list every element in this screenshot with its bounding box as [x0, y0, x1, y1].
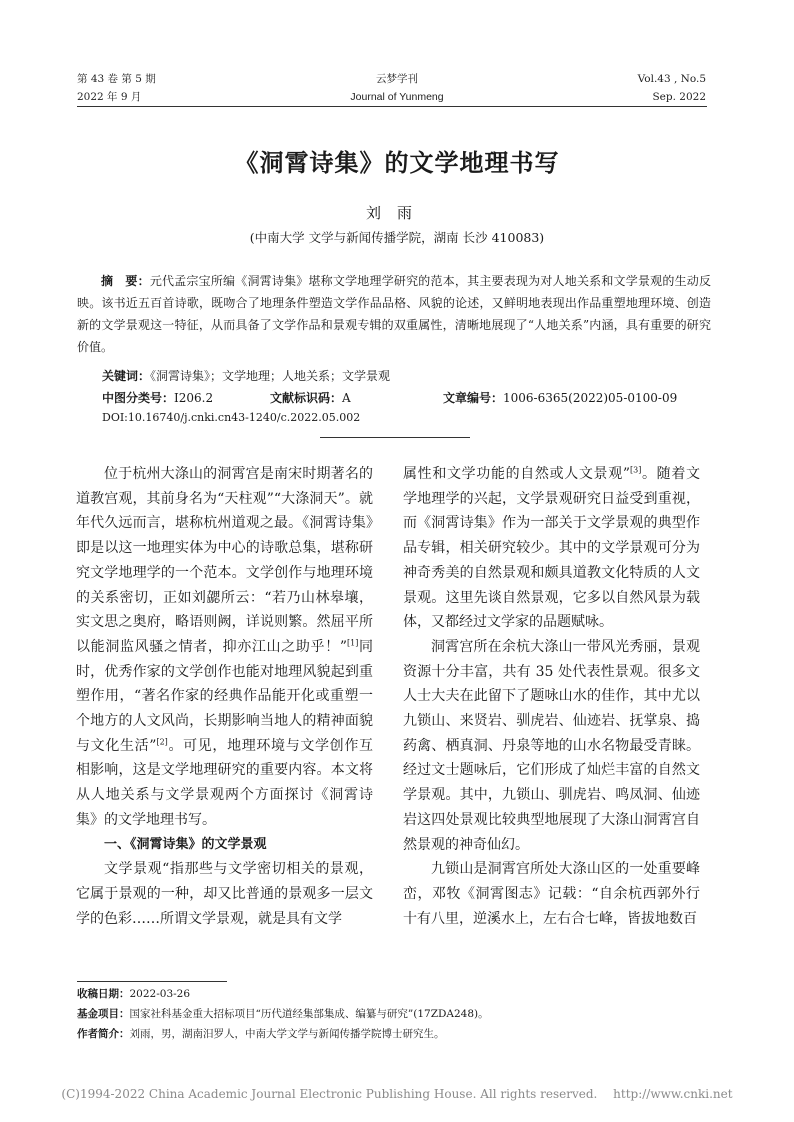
body-paragraph [76, 462, 373, 833]
body-paragraph: 洞霄宫所在余杭大涤山一带风光秀丽，景观资源十分丰富，共有 35 处代表性景观。很多文人士大夫在此留下了题咏山水的佳作，其中尤以九锁山、来贤岩、驯虎岩、仙迹岩、抚掌泉、捣药禽、栖真洞、丹泉等地的山水名物最受青睐。经过文士题咏后，它们形成了灿烂丰富的自然文学景观。其中，九锁山、驯虎岩、鸣凤洞、仙迹岩这四处景观比较典型地展现了大涤山洞霄宫自然景观的神奇仙幻。 [403, 638, 700, 853]
footnote-fund [77, 1004, 717, 1024]
document-code [270, 389, 351, 406]
date-cn: 2022 年 9 月 [77, 91, 142, 103]
received-label: 收稿日期： [77, 988, 130, 1000]
body-text: 。可见，地理环境与文学创作互相影响，这是文学地理研究的重要内容。本文将从人地关系与文学景观两个方面探讨《洞霄诗集》的文学地理书写。 [76, 737, 373, 828]
keywords [102, 367, 390, 384]
date-en: Sep. 2022 [652, 91, 706, 103]
author-bio-label: 作者简介： [77, 1028, 130, 1040]
clc-number [102, 389, 213, 406]
citation-ref: [2] [156, 737, 168, 747]
volume-issue-en: Vol.43 , No.5 [637, 73, 706, 85]
body-paragraph: 九锁山是洞霄宫所处大涤山区的一处重要峰峦，邓牧《洞霄图志》记载：“自余杭西郭外行十有八里，逆溪水上，左右合七峰，皆拔地数百 [403, 861, 700, 927]
footnote-received [77, 984, 717, 1004]
running-header-right [638, 70, 706, 106]
abstract [77, 270, 711, 358]
header-divider [77, 106, 707, 107]
author-name: 刘雨 [365, 204, 428, 222]
journal-name-en: Journal of Yunmeng [350, 91, 444, 103]
body-paragraph [403, 462, 700, 635]
body-text: 。随着文学地理学的兴起，文学景观研究日益受到重视，而《洞霄诗集》作为一部关于文学景观的典型作品专辑，相关研究较少。其中的文学景观可分为神奇秀美的自然景观和颇具道教文化特质的人文景观。这里先谈自然景观，它多以自然风景为载体，又都经过文学家的品题赋咏。 [403, 466, 700, 631]
article-title: 《洞霄诗集》的文学地理书写 [234, 149, 560, 177]
copyright-notice: (C)1994-2022 China Academic Journal Electronic Publishing House. All rights reserved. http://www.cnki.net [61, 1087, 733, 1101]
clc-label: 中图分类号： [102, 391, 175, 405]
footnote-divider [77, 981, 227, 982]
footnote-author [77, 1024, 717, 1044]
body-column-left [76, 462, 373, 931]
author-affiliation: (中南大学 文学与新闻传播学院，湖南 长沙 410083) [249, 230, 545, 245]
citation-ref: [3] [630, 465, 642, 475]
article-number-label: 文章编号： [443, 391, 504, 405]
author-bio-value: 刘雨，男，湖南汨罗人，中南大学文学与新闻传播学院博士研究生。 [129, 1028, 445, 1040]
article-number-value: 1006-6365(2022)05-0100-09 [503, 391, 678, 405]
abstract-label: 摘 要： [101, 274, 150, 288]
received-value: 2022-03-26 [129, 988, 191, 1000]
body-column-right [403, 462, 700, 931]
journal-name-cn: 云梦学刊 [376, 73, 418, 85]
keywords-text: 《洞霄诗集》；文学地理；人地关系；文学景观 [150, 369, 391, 383]
section-heading: 一、《洞霄诗集》的文学景观 [104, 836, 267, 852]
body-text: 位于杭州大涤山的洞霄宫是南宋时期著名的道教宫观，其前身名为“天柱观”“大涤洞天”。就年代久远而言，堪称杭州道观之最。《洞霄诗集》即是以这一地理实体为中心的诗歌总集，堪称研究文学地理学的一个范本。文学创作与地理环境的关系密切，正如刘勰所云：“若乃山林皋壤，实文思之奥府，略语则阙，详说则繁。然屈平所以能洞监风骚之情者，抑亦江山之助乎！” [76, 466, 373, 655]
doc-code-label: 文献标识码： [270, 391, 343, 405]
clc-value: I206.2 [174, 391, 214, 405]
abstract-divider [320, 437, 470, 438]
doi: DOI:10.16740/j.cnki.cn43-1240/c.2022.05.002 [102, 411, 361, 424]
abstract-text: 元代孟宗宝所编《洞霄诗集》堪称文学地理学研究的范本，其主要表现为对人地关系和文学景观的生动反映。该书近五百首诗歌，既吻合了地理条件塑造文学作品品格、风貌的论述，又鲜明地表现出作品重塑地理环境、创造新的文学景观这一特征，从而具备了文学作品和景观专辑的双重属性，清晰地展现了“人地关系”内涵，具有重要的研究价值。 [77, 274, 711, 354]
body-paragraph: 文学景观“指那些与文学密切相关的景观，它属于景观的一种，却又比普通的景观多一层文学的色彩……所谓文学景观，就是具有文学 [76, 861, 373, 927]
keywords-label: 关键词： [102, 369, 151, 383]
fund-label: 基金项目： [77, 1008, 130, 1020]
fund-value: 国家社科基金重大招标项目“历代道经集部集成、编纂与研究”(17ZDA248)。 [129, 1008, 489, 1020]
body-text: 属性和文学功能的自然或人文景观” [403, 466, 631, 482]
article-number [443, 389, 677, 406]
volume-issue-cn: 第 43 卷 第 5 期 [77, 73, 156, 85]
body-text: 同时，优秀作家的文学创作也能对地理风貌起到重塑作用，“著名作家的经典作品能开化或重塑一个地方的人文风尚，长期影响当地人的精神面貌与文化生活” [76, 638, 374, 754]
citation-ref: [1] [347, 638, 359, 648]
doc-code-value: A [342, 391, 351, 405]
